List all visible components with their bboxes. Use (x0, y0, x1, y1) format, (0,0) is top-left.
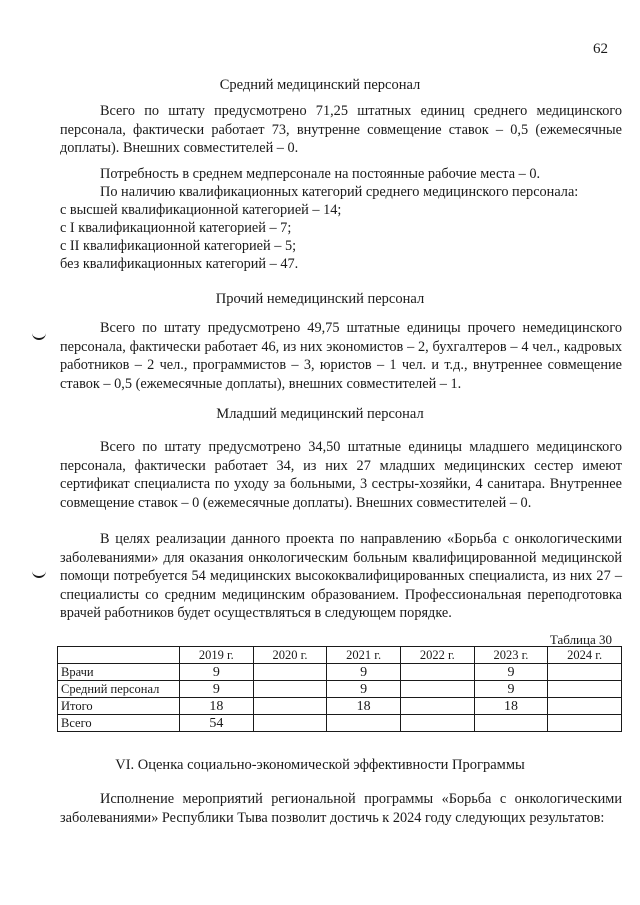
table-cell: 9 (180, 681, 254, 698)
margin-mark (32, 330, 46, 340)
paragraph-text: Исполнение мероприятий региональной программы «Борьба с онкологическими заболеваниями» Республики Тыва позволит достичь к 2024 году следующих результатов: (60, 791, 622, 826)
table-cell (400, 664, 474, 681)
staff-training-table (57, 646, 622, 732)
table-cell: 18 (327, 698, 401, 715)
table-row (58, 681, 622, 698)
table-caption: Таблица 30 (549, 632, 612, 647)
row-label: Врачи (58, 664, 180, 681)
paragraph-text: Всего по штату предусмотрено 49,75 штатные единицы прочего немедицинского персонала, фактически работает 46, из них экономистов – 2, бухгалтеров – 4 чел., кадровых работников – 2 чел., программистов – 3, юристов – 1 чел. и т.д., внутреннее совмещение ставок – 0,5 (ежемесячные доплаты), внешних совместителей – 1. (60, 320, 622, 392)
table-header-row (58, 647, 622, 664)
table-cell: 9 (474, 681, 548, 698)
table-cell (327, 715, 401, 732)
table-cell: 9 (327, 664, 401, 681)
table-cell: 9 (180, 664, 254, 681)
table-cell: 18 (180, 698, 254, 715)
row-label: Средний персонал (58, 681, 180, 698)
paragraph-text: В целях реализации данного проекта по направлению «Борьба с онкологическими заболеваниями» для оказания онкологическим больным квалифицированной медицинской помощи потребуется 54 медицинских высококвалифицированных специалиста, из них 27 – специалисты со средним медицинским образованием. Профессиональная переподготовка врачей работников будет осуществляться в следующем порядке. (60, 531, 622, 621)
table-cell: 54 (180, 715, 254, 732)
table-row (58, 715, 622, 732)
qualification-line-second: с II квалификационной категорией – 5; (60, 238, 297, 254)
table-header-cell: 2021 г. (327, 647, 401, 664)
table-cell (548, 715, 622, 732)
table-header-cell (58, 647, 180, 664)
qualification-line-first: с I квалификационной категорией – 7; (60, 220, 292, 236)
paragraph-middle-staff-count (60, 102, 622, 158)
table-cell (548, 681, 622, 698)
table-cell (548, 698, 622, 715)
paragraph-program-results (60, 790, 622, 827)
heading-section-six: VI. Оценка социально-экономической эффективности Программы (115, 757, 525, 773)
table-cell: 18 (474, 698, 548, 715)
heading-junior-medical-staff: Младший медицинский персонал (216, 406, 424, 422)
table-cell (474, 715, 548, 732)
paragraph-text: Всего по штату предусмотрено 34,50 штатные единицы младшего медицинского персонала, фактически работает 34, из них 27 младших медицинских сестер имеют сертификат специалиста по уходу за больными, 3 сестры-хозяйки, 4 санитара. Внутреннее совмещение ставок – 0 (ежемесячные доплаты). Внешних совместителей – 0. (60, 439, 622, 511)
qualification-line-none: без квалификационных категорий – 47. (60, 256, 299, 272)
table-cell (400, 698, 474, 715)
table-header-cell: 2020 г. (253, 647, 327, 664)
table-header-cell: 2023 г. (474, 647, 548, 664)
row-label: Всего (58, 715, 180, 732)
table-cell: 9 (327, 681, 401, 698)
page-number: 62 (593, 41, 608, 57)
row-label: Итого (58, 698, 180, 715)
table-cell (253, 715, 327, 732)
table-cell (400, 681, 474, 698)
paragraph-oncology-project (60, 530, 622, 623)
table-row (58, 664, 622, 681)
table-cell: 9 (474, 664, 548, 681)
paragraph-qualification-intro: По наличию квалификационных категорий среднего медицинского персонала: (100, 184, 579, 200)
paragraph-middle-staff-need: Потребность в среднем медперсонале на постоянные рабочие места – 0. (100, 166, 541, 182)
qualification-line-highest: с высшей квалификационной категорией – 14; (60, 202, 342, 218)
paragraph-text: Всего по штату предусмотрено 71,25 штатных единиц среднего медицинского персонала, фактически работает 73, внутренне совмещение ставок – 0,5 (ежемесячные доплаты). Внешних совместителей – 0. (60, 103, 622, 156)
margin-mark (32, 568, 46, 578)
table-cell (253, 681, 327, 698)
paragraph-junior-staff (60, 438, 622, 512)
table-header-cell: 2024 г. (548, 647, 622, 664)
table-header-cell: 2019 г. (180, 647, 254, 664)
table-header-cell: 2022 г. (400, 647, 474, 664)
paragraph-nonmedical-staff (60, 319, 622, 393)
table-cell (400, 715, 474, 732)
heading-other-nonmedical-staff: Прочий немедицинский персонал (215, 291, 425, 307)
table-cell (548, 664, 622, 681)
heading-middle-medical-staff: Средний медицинский персонал (219, 77, 421, 93)
table-cell (253, 664, 327, 681)
table-row (58, 698, 622, 715)
table-cell (253, 698, 327, 715)
